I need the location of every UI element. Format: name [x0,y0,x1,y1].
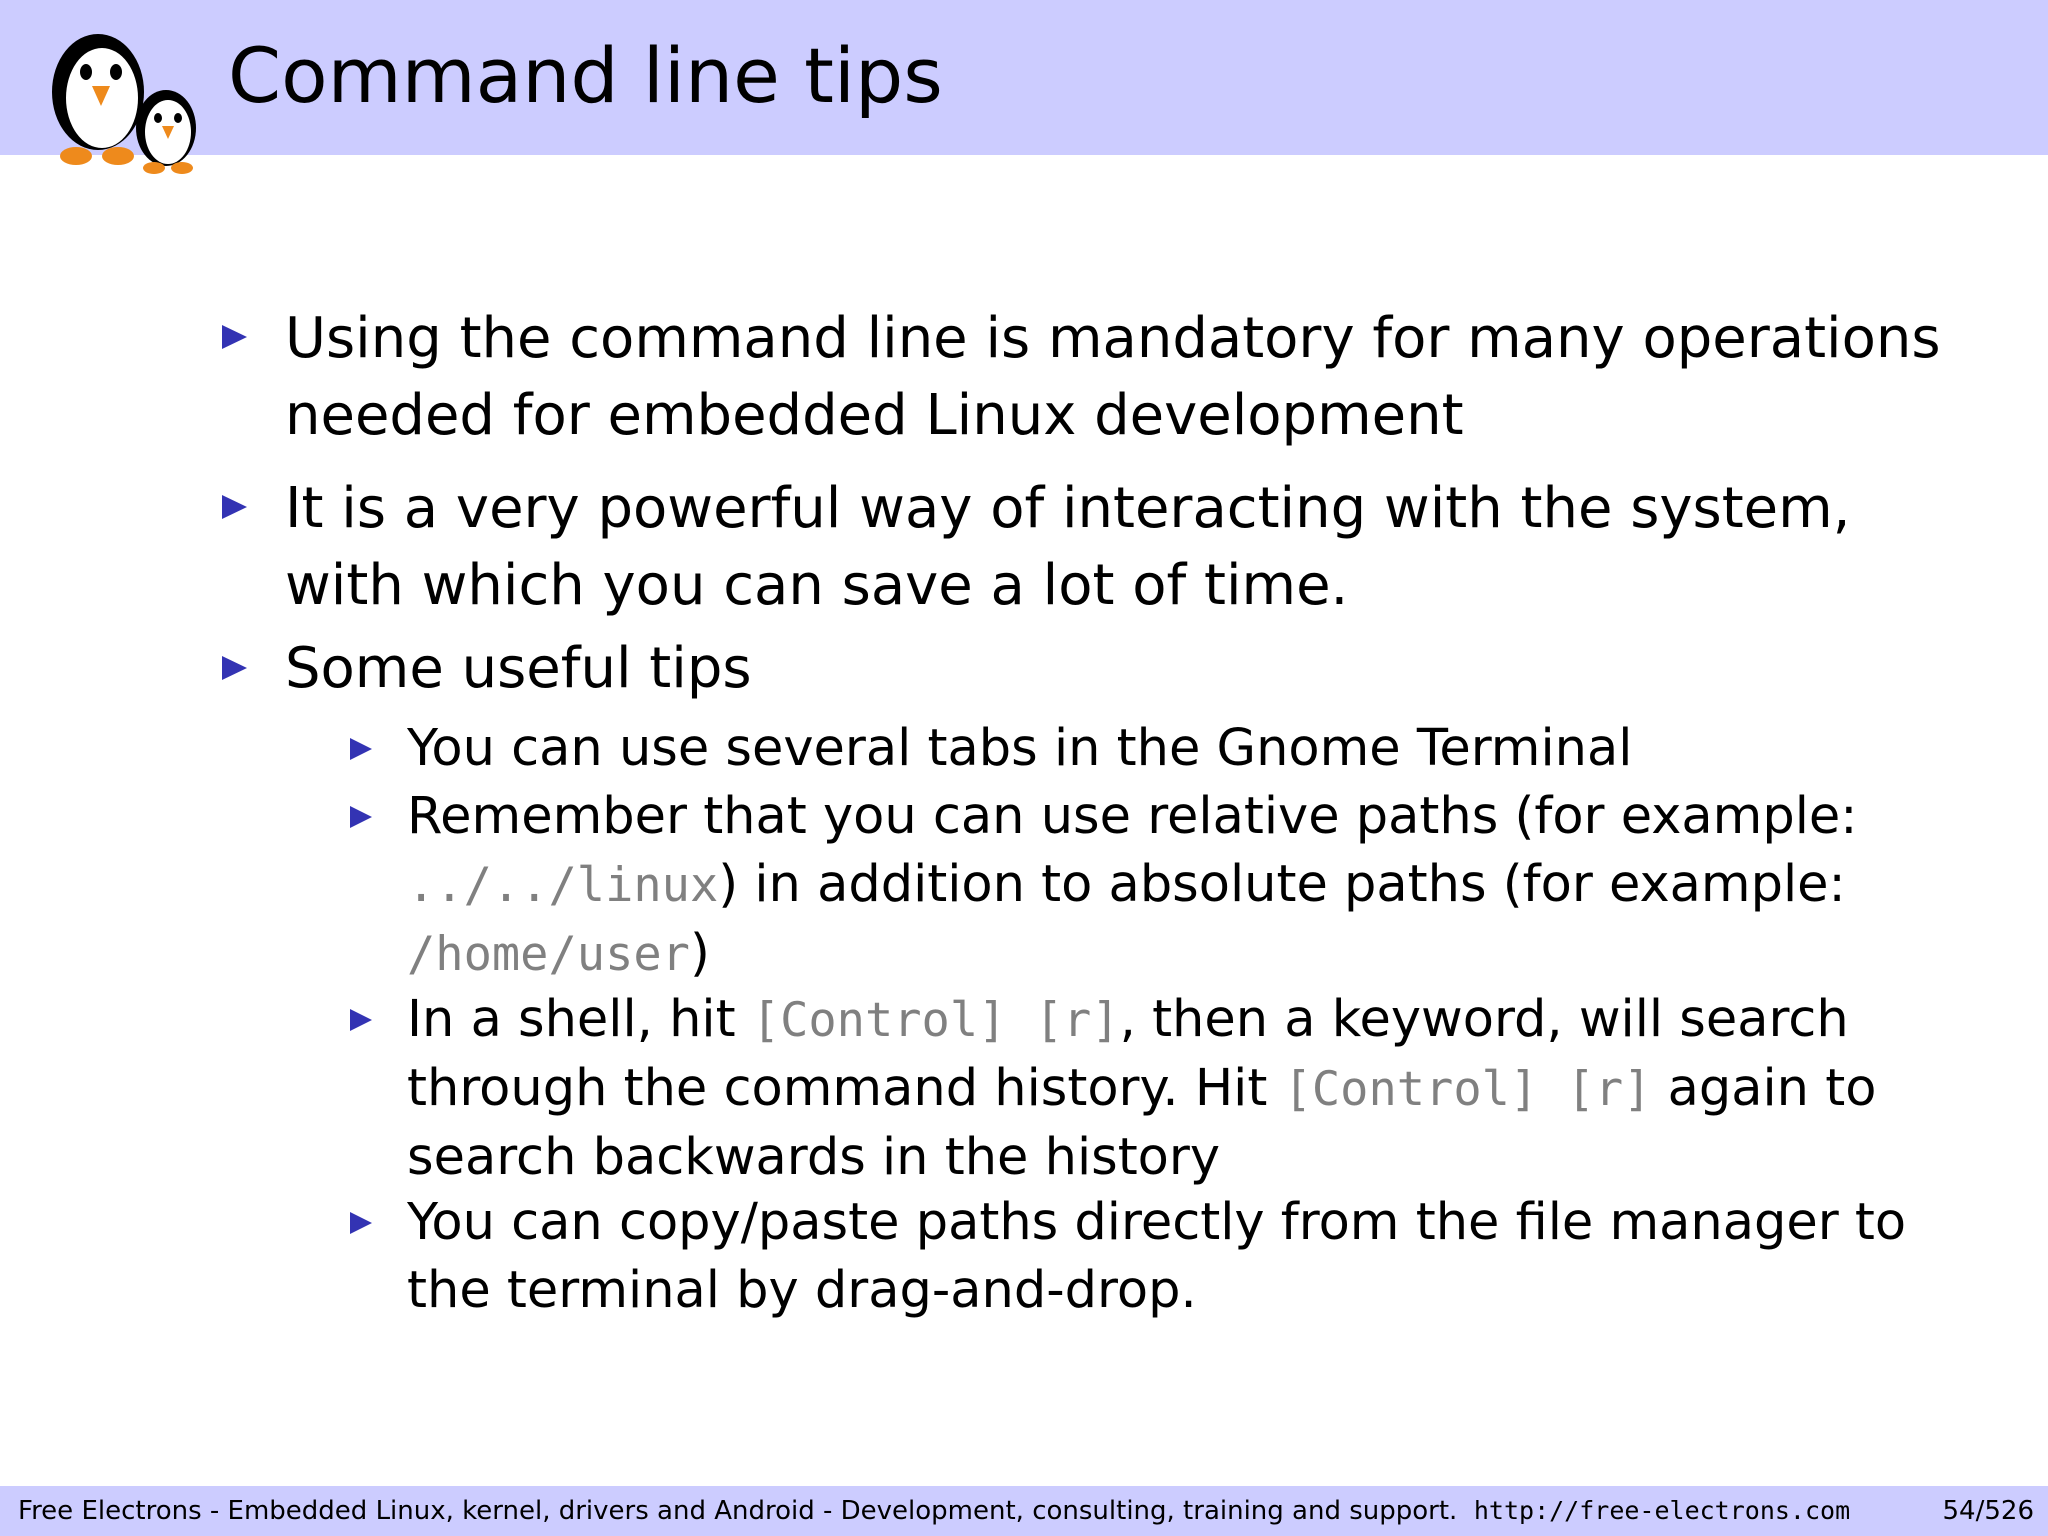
penguin-logo-icon [36,22,206,182]
triangle-bullet-icon [222,656,247,680]
search-text-1: In a shell, hit [407,990,752,1049]
subbullet-item [407,783,1967,989]
triangle-bullet-icon [350,806,372,828]
absolute-path-code: /home/user [407,927,690,982]
triangle-bullet-icon [350,1009,372,1031]
slide-title: Command line tips [228,31,943,120]
paths-text-2: ) in addition to absolute paths (for example: [718,855,1846,914]
footer-text [18,1486,1850,1536]
search-text-2: , then a keyword, will search through the command history. Hit [407,990,1849,1118]
triangle-bullet-icon [222,325,247,349]
bullet-item: Some useful tips [285,636,752,701]
footer-bar [0,1486,2048,1536]
footer-url: http://free-electrons.com [1473,1496,1851,1525]
search-text-3: again to search backwards in the history [407,1059,1877,1187]
subbullet-item [407,986,1967,1192]
paths-text-1: Remember that you can use relative paths (for example: [407,787,1858,846]
triangle-bullet-icon [222,495,247,519]
subbullet-item: You can copy/paste paths directly from the file manager to the terminal by drag-and-drop. [407,1193,1907,1320]
footer-company-text: Free Electrons - Embedded Linux, kernel, drivers and Android - Development, consulting, training and support. [18,1496,1458,1526]
page-number: 54/526 [1942,1496,2034,1526]
relative-path-code: ../../linux [407,858,719,913]
subbullet-item: You can use several tabs in the Gnome Terminal [407,719,1633,778]
control-r-code: [Control] [r] [1283,1062,1652,1117]
bullet-item: It is a very powerful way of interacting with the system, with which you can save a lot of time. [285,476,1851,618]
paths-text-3: ) [689,924,710,983]
control-r-code: [Control] [r] [751,993,1120,1048]
triangle-bullet-icon [350,1212,372,1234]
triangle-bullet-icon [350,738,372,760]
bullet-item: Using the command line is mandatory for many operations needed for embedded Linux development [285,306,1941,448]
